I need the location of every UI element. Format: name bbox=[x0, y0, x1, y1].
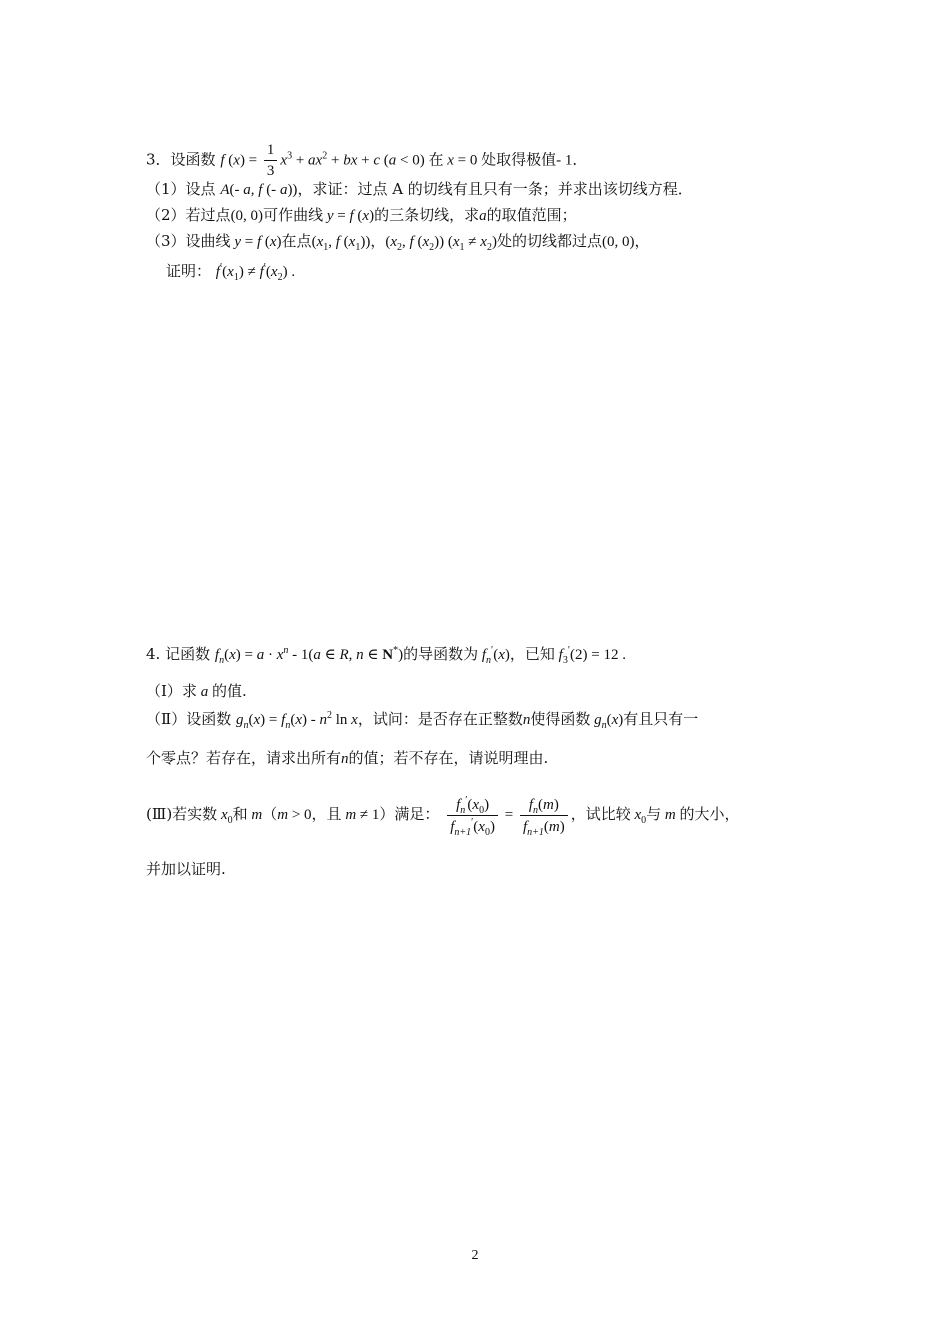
problem-3-part-1: （1）设点 A(- a, f (- a))，求证：过点 A 的切线有且只有一条；并求出该切线方程． bbox=[146, 180, 693, 198]
problem-3-part-2: （2）若过点(0, 0)可作曲线 y = f (x)的三条切线，求a的取值范围； bbox=[146, 206, 577, 224]
fraction-derivative-ratio: $\frac{f_n'(x_0)}{f_{n+1}'(x_0)}$ bbox=[447, 794, 498, 837]
problem-3-statement: 3．设函数 f (x) = $\frac{1}{3}$ $x^3 + ax^2$ + bx + c (a < 0) 在 x = 0 处取得极值- 1． bbox=[146, 142, 588, 179]
problem-3-part-3: （3）设曲线 y = f (x)在点($x_1$, f $(x_1)$)，($x_2$, f $(x_2)$) $(x_1 \ne x_2)$处的切线都过点(0, 0)， bbox=[146, 232, 650, 253]
fraction-function-ratio: $\frac{f_n(m)}{f_{n+1}(m)}$ bbox=[520, 794, 568, 837]
problem-4-statement: 4. 记函数 $f_n(x) = a \cdot x^n - 1(a$ ∈ R, n ∈ N*)的导函数为 $f_n'(x)$，已知 $f_3'(2) = 12$ . bbox=[146, 645, 626, 666]
problem-4-part-2-continued: 个零点？若存在，请求出所有n的值；若不存在，请说明理由. bbox=[146, 749, 549, 767]
problem-3-proof: 证明： $f'(x_1) \ne f'(x_2)$ . bbox=[166, 262, 296, 283]
problem-4-part-3: (Ⅲ)若实数 $x_0$和 m（m > 0，且 m ≠ 1）满足： $\frac{f_n'(x_0)}{f_{n+1}'(x_0)}$ = $\frac{f_n(m)}{f_{n+1}(m)}$ ，试比较 $x_0$与 m 的大小， bbox=[146, 794, 740, 838]
problem-4-part-3-continued: 并加以证明. bbox=[146, 860, 226, 878]
fraction-one-third: $\frac{1}{3}$ bbox=[264, 140, 278, 181]
problem-4-part-2: （Ⅱ）设函数 $g_n(x) = f_n(x) - n^2$ ln x，试问：是否存在正整数n使得函数 $g_n(x)$有且只有一 bbox=[146, 710, 699, 731]
page-number: 2 bbox=[471, 1248, 479, 1263]
problem-4-part-1: （Ⅰ）求 a 的值. bbox=[146, 682, 247, 700]
